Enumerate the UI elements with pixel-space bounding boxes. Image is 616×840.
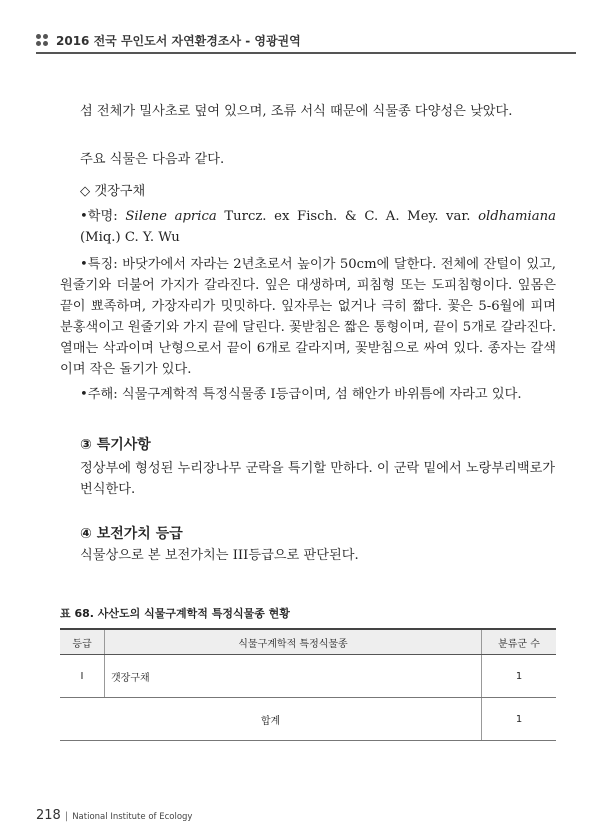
header-grade: 등급 <box>60 629 105 655</box>
sci-genus-species: Silene aprica <box>125 209 217 224</box>
header-title: 2016 전국 무인도서 자연환경조사 - 영광권역 <box>56 34 301 48</box>
section-special-notes-title: ③ 특기사항 <box>80 437 151 453</box>
section-conservation-text: 식물상으로 본 보전가치는 III등급으로 판단된다. <box>80 548 359 563</box>
species-table <box>60 628 556 741</box>
footer-separator: | <box>64 811 69 822</box>
sci-label: •학명: <box>80 209 126 224</box>
sci-author: Turcz. ex Fisch. & C. A. Mey. var. <box>216 209 479 224</box>
table-header-row <box>60 629 556 655</box>
page-footer <box>36 804 192 823</box>
header-dots-icon <box>36 34 50 48</box>
section-conservation-title: ④ 보전가치 등급 <box>80 526 183 542</box>
paragraph-main-plants: 주요 식물은 다음과 같다. <box>80 152 225 168</box>
header-species: 식물구계학적 특정식물종 <box>105 629 482 655</box>
cell-species: 갯장구채 <box>105 655 482 698</box>
cell-total-label: 합계 <box>60 698 482 741</box>
species-note: •주해: 식물구계학적 특정식물종 I등급이며, 섬 해안가 바위틈에 자라고 있다. <box>80 387 522 402</box>
species-feature: •특징: 바닷가에서 자라는 2년초로서 높이가 50cm에 달한다. 전체에 잔털이 있고, 원줄기와 더불어 가지가 갈라진다. 잎은 대생하며, 피침형 또는 도피침형이다. 잎몸은 끝이 뾰족하며, 가장자리가 밋밋하다. 잎자루는 없거나 극히 짧다. 꽃은 5-6월에 피며 분홍색이고 원줄기와 가지 끝에 달린다. 꽃받침은 짧은 통형이며, 끝이 5개로 갈라진다. 열매는 삭과이며 난형으로서 끝이 6개로 갈라지며, 꽃받침으로 싸여 있다. 종자는 갈색이며 작은 돌기가 있다. <box>60 257 557 377</box>
scientific-name <box>60 206 556 248</box>
sci-variety: oldhamiana <box>478 209 556 224</box>
species-heading: ◇ 갯장구채 <box>80 184 146 199</box>
table-row <box>60 655 556 698</box>
page-number: 218 <box>36 808 61 823</box>
cell-grade: I <box>60 655 105 698</box>
header-count: 분류군 수 <box>482 629 557 655</box>
table-total-row <box>60 698 556 741</box>
cell-total-count: 1 <box>482 698 557 741</box>
header-rule <box>36 52 576 54</box>
table-caption: 표 68. 사산도의 식물구계학적 특정식물종 현황 <box>60 607 290 620</box>
running-header <box>36 30 576 52</box>
footer-institute: National Institute of Ecology <box>72 812 193 822</box>
species-block <box>60 181 556 405</box>
sci-author-end: (Miq.) C. Y. Wu <box>80 230 180 245</box>
paragraph-vegetation: 섬 전체가 밀사초로 덮여 있으며, 조류 서식 때문에 식물종 다양성은 낮았다. <box>80 104 513 120</box>
cell-count: 1 <box>482 655 557 698</box>
section-special-notes-text: 정상부에 형성된 누리장나무 군락을 특기할 만하다. 이 군락 밑에서 노랑부리백로가 번식한다. <box>80 461 556 497</box>
